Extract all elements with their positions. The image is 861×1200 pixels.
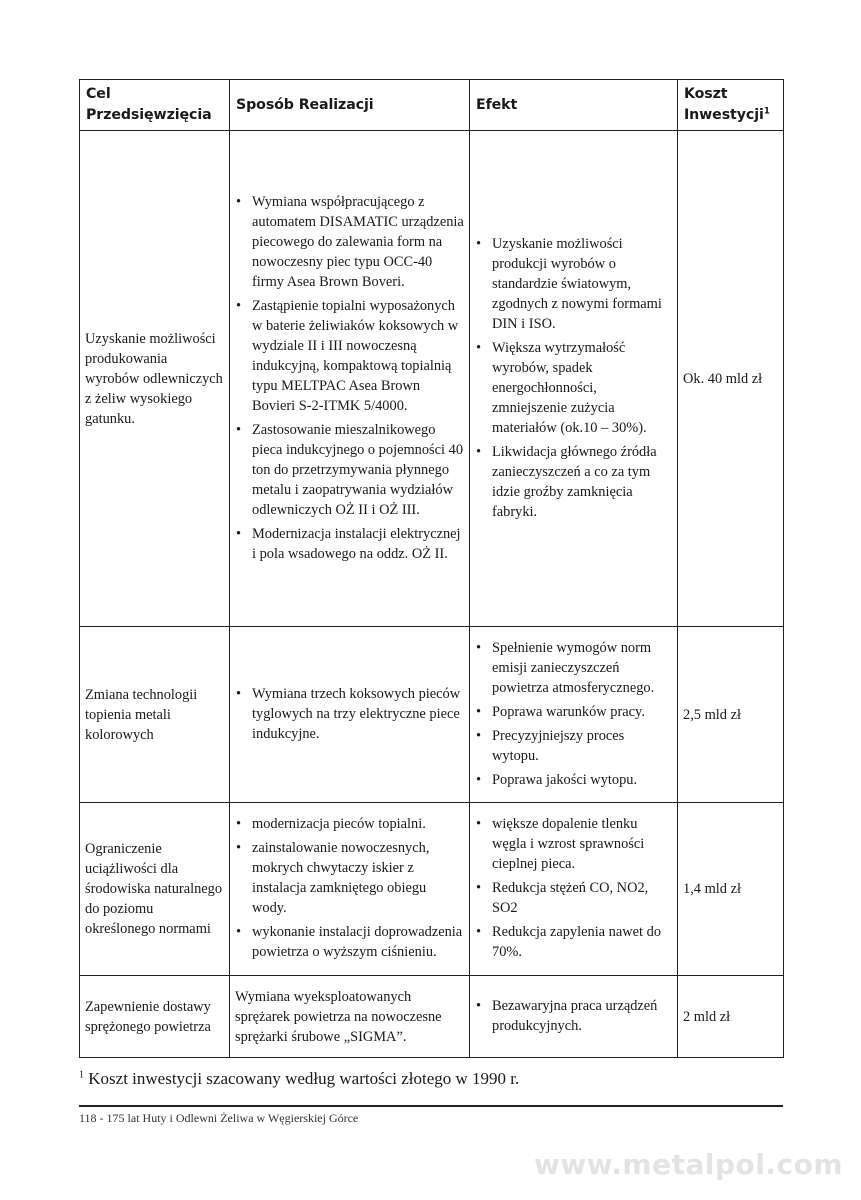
list-item: • Poprawa jakości wytopu. <box>475 770 672 790</box>
effect-cell <box>470 803 678 976</box>
goal-cell: Zapewnienie dostawy sprężonego powietrza <box>80 976 230 1058</box>
list-item: • Redukcja stężeń CO, NO2, SO2 <box>475 878 672 918</box>
goal-cell: Zmiana technologii topienia metali kolorowych <box>80 627 230 803</box>
list-item: • modernizacja pieców topialni. <box>235 814 464 834</box>
header-goal <box>80 80 230 131</box>
header-goal-line2: Przedsięwzięcia <box>86 107 212 123</box>
footnote-text: Koszt inwestycji szacowany według wartości złotego w 1990 r. <box>84 1069 520 1088</box>
goal-cell: Uzyskanie możliwości produkowania wyrobów odlewniczych z żeliw wysokiego gatunku. <box>80 131 230 627</box>
method-list <box>235 814 464 962</box>
footnote-marker: 1 <box>79 1069 84 1081</box>
effect-list <box>475 996 672 1036</box>
cost-cell: 2 mld zł <box>678 976 784 1058</box>
header-cost <box>678 80 784 131</box>
header-effect: Efekt <box>470 80 678 131</box>
cost-cell: Ok. 40 mld zł <box>678 131 784 627</box>
effect-cell <box>470 976 678 1058</box>
cost-cell: 1,4 mld zł <box>678 803 784 976</box>
table-row <box>80 131 784 627</box>
table-row <box>80 976 784 1058</box>
effect-list <box>475 234 672 522</box>
header-goal-line1: Cel <box>86 86 111 102</box>
list-item: • większe dopalenie tlenku węgla i wzrost sprawności cieplnej pieca. <box>475 814 672 874</box>
list-item: • zainstalowanie nowoczesnych, mokrych chwytaczy iskier z instalacja zamkniętego obiegu wody. <box>235 838 464 918</box>
method-cell: Wymiana wyeksploatowanych sprężarek powietrza na nowoczesne sprężarki śrubowe „SIGMA”. <box>230 976 470 1058</box>
list-item: • Wymiana współpracującego z automatem DISAMATIC urządzenia piecowego do zalewania form na nowoczesny piec typu OCC-40 firmy Asea Brown Boveri. <box>235 192 464 292</box>
list-item: • Uzyskanie możliwości produkcji wyrobów o standardzie światowym, zgodnych z nowymi formami DIN i ISO. <box>475 234 672 334</box>
table-row <box>80 627 784 803</box>
list-item: • Likwidacja głównego źródła zanieczyszczeń a co za tym idzie groźby zamknięcia fabryki. <box>475 442 672 522</box>
list-item: • Większa wytrzymałość wyrobów, spadek energochłonności, zmniejszenie zużycia materiałów (ok.10 – 30%). <box>475 338 672 438</box>
list-item: • Poprawa warunków pracy. <box>475 702 672 722</box>
header-cost-line1: Koszt <box>684 86 728 102</box>
goal-cell: Ograniczenie uciążliwości dla środowiska naturalnego do poziomu określonego normami <box>80 803 230 976</box>
method-list <box>235 192 464 564</box>
header-cost-line2: Inwestycji <box>684 107 764 123</box>
list-item: • Redukcja zapylenia nawet do 70%. <box>475 922 672 962</box>
list-item: • Precyzyjniejszy proces wytopu. <box>475 726 672 766</box>
effect-cell <box>470 627 678 803</box>
list-item: • Wymiana trzech koksowych pieców tyglowych na trzy elektryczne piece indukcyjne. <box>235 684 464 744</box>
list-item: • Modernizacja instalacji elektrycznej i pola wsadowego na oddz. OŻ II. <box>235 524 464 564</box>
footnote <box>79 1069 519 1089</box>
list-item: • Spełnienie wymogów norm emisji zanieczyszczeń powietrza atmosferycznego. <box>475 638 672 698</box>
method-list <box>235 684 464 744</box>
list-item: • Bezawaryjna praca urządzeń produkcyjnych. <box>475 996 672 1036</box>
list-item: • Zastąpienie topialni wyposażonych w baterie żeliwiaków koksowych w wydziale II i III nowoczesną indukcyjną, kompaktową topialnią typu MELTPAC Asea Brown Bovieri S-2-ITMK 5/4000. <box>235 296 464 416</box>
effect-list <box>475 814 672 962</box>
table-header-row <box>80 80 784 131</box>
list-item: • wykonanie instalacji doprowadzenia powietrza o wyższym ciśnieniu. <box>235 922 464 962</box>
investment-table <box>79 79 784 1058</box>
table-row <box>80 803 784 976</box>
cost-cell: 2,5 mld zł <box>678 627 784 803</box>
method-cell <box>230 131 470 627</box>
page-footer: 118 - 175 lat Huty i Odlewni Żeliwa w Węgierskiej Górce <box>79 1111 359 1125</box>
watermark-text: www.metalpol.com <box>533 1148 843 1181</box>
header-method: Sposób Realizacji <box>230 80 470 131</box>
effect-cell <box>470 131 678 627</box>
effect-list <box>475 638 672 790</box>
method-cell <box>230 627 470 803</box>
header-cost-footnote-mark: 1 <box>763 106 770 117</box>
method-cell <box>230 803 470 976</box>
list-item: • Zastosowanie mieszalnikowego pieca indukcyjnego o pojemności 40 ton do przetrzymywania płynnego metalu i zaopatrywania wydziałów odlewniczych OŻ II i OŻ III. <box>235 420 464 520</box>
footer-divider <box>79 1105 783 1107</box>
